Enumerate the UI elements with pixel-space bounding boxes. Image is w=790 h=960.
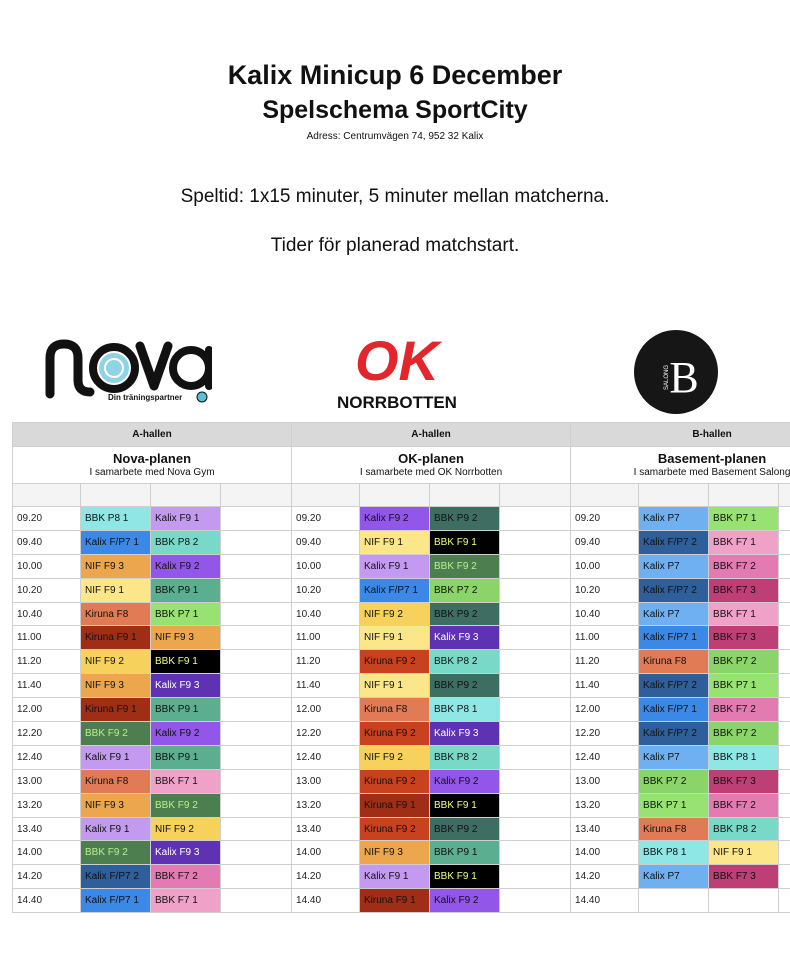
match-time: 09.20 <box>571 507 639 531</box>
ok-team-home: Kalix F9 1 <box>360 865 430 889</box>
basement-team-home: BBK P7 1 <box>639 793 709 817</box>
basement-team-home: Kiruna F8 <box>639 650 709 674</box>
basement-team-away: BBK F7 3 <box>709 865 779 889</box>
empty-cell <box>500 722 571 746</box>
nova-team-away: BBK P8 2 <box>151 530 221 554</box>
ok-team-home: Kalix F9 2 <box>360 507 430 531</box>
empty-cell <box>779 530 790 554</box>
info-times: Tider för planerad matchstart. <box>270 235 520 256</box>
field-nova <box>13 447 292 484</box>
match-time: 11.20 <box>13 650 81 674</box>
empty-cell <box>500 554 571 578</box>
nova-team-home: BBK F9 2 <box>81 722 151 746</box>
empty-cell <box>779 650 790 674</box>
nova-team-home: Kiruna F9 1 <box>81 698 151 722</box>
empty-cell <box>500 889 571 913</box>
basement-team-away: BBK F7 2 <box>709 698 779 722</box>
schedule-row <box>13 889 790 913</box>
nova-team-home: Kiruna F8 <box>81 769 151 793</box>
schedule-row <box>13 650 790 674</box>
nova-team-home: NIF F9 1 <box>81 578 151 602</box>
match-time: 12.00 <box>13 698 81 722</box>
basement-salong-logo <box>634 330 718 414</box>
match-time: 12.00 <box>292 698 360 722</box>
empty-cell <box>221 889 292 913</box>
basement-team-home: Kalix P7 <box>639 554 709 578</box>
nova-team-home: Kiruna F8 <box>81 602 151 626</box>
schedule-row <box>13 674 790 698</box>
empty-cell <box>500 769 571 793</box>
ok-team-away: BBK F9 1 <box>430 530 500 554</box>
empty-cell <box>779 578 790 602</box>
match-time: 14.20 <box>571 865 639 889</box>
field-name: Basement-planen <box>657 451 767 466</box>
empty-cell <box>779 722 790 746</box>
field-partner: I samarbete med Basement Salong <box>633 467 790 478</box>
schedule-row <box>13 554 790 578</box>
ok-team-home: Kalix F/P7 1 <box>360 578 430 602</box>
empty-cell <box>500 650 571 674</box>
match-time: 11.00 <box>292 626 360 650</box>
empty-cell <box>500 698 571 722</box>
ok-team-home: Kiruna F9 2 <box>360 722 430 746</box>
match-time: 10.00 <box>13 554 81 578</box>
empty-cell <box>221 602 292 626</box>
basement-team-home: Kalix F/P7 2 <box>639 530 709 554</box>
salong-text: SALONG <box>664 364 670 390</box>
basement-team-home: Kalix P7 <box>639 865 709 889</box>
hall-basement: B-hallen <box>571 423 790 447</box>
schedule-row <box>13 507 790 531</box>
match-time: 13.20 <box>292 793 360 817</box>
match-time: 09.40 <box>13 530 81 554</box>
nova-team-home: BBK P8 1 <box>81 507 151 531</box>
ok-logo-text: OK <box>355 332 439 392</box>
ok-team-away: Kalix F9 3 <box>430 626 500 650</box>
empty-cell <box>500 507 571 531</box>
ok-team-home: Kiruna F8 <box>360 698 430 722</box>
nova-team-away: Kalix F9 2 <box>151 722 221 746</box>
nova-team-away: NIF F9 3 <box>151 626 221 650</box>
info-duration: Speltid: 1x15 minuter, 5 minuter mellan matcherna. <box>180 186 610 207</box>
ok-team-home: Kiruna F9 2 <box>360 769 430 793</box>
page-title: Kalix Minicup 6 December <box>227 60 563 90</box>
empty-cell <box>500 745 571 769</box>
match-time: 12.20 <box>571 722 639 746</box>
empty-cell <box>779 698 790 722</box>
match-time: 09.20 <box>292 507 360 531</box>
basement-team-home: Kalix F/P7 2 <box>639 722 709 746</box>
basement-team-home: Kalix P7 <box>639 745 709 769</box>
match-time: 11.20 <box>571 650 639 674</box>
schedule-row <box>13 602 790 626</box>
nova-team-away: Kalix F9 3 <box>151 674 221 698</box>
field-partner: I samarbete med Nova Gym <box>89 467 215 478</box>
ok-team-away: BBK F9 2 <box>430 554 500 578</box>
empty-cell <box>221 578 292 602</box>
nova-team-away: BBK P7 1 <box>151 602 221 626</box>
nova-team-away: NIF F9 2 <box>151 817 221 841</box>
ok-team-home: Kalix F9 1 <box>360 554 430 578</box>
match-time: 12.20 <box>292 722 360 746</box>
schedule-row <box>13 841 790 865</box>
match-time: 10.20 <box>571 578 639 602</box>
match-time: 13.40 <box>292 817 360 841</box>
nova-team-away: BBK P9 1 <box>151 745 221 769</box>
nova-team-home: Kalix F/P7 2 <box>81 865 151 889</box>
schedule-row <box>13 698 790 722</box>
empty-cell <box>779 793 790 817</box>
schedule-row <box>13 722 790 746</box>
ok-team-away: BBK F9 1 <box>430 865 500 889</box>
basement-team-away: BBK P8 2 <box>709 817 779 841</box>
match-time: 10.20 <box>13 578 81 602</box>
empty-cell <box>500 674 571 698</box>
match-time: 11.40 <box>13 674 81 698</box>
empty-cell <box>779 841 790 865</box>
nova-team-home: NIF F9 3 <box>81 554 151 578</box>
empty-cell <box>500 817 571 841</box>
nova-team-away: Kalix F9 2 <box>151 554 221 578</box>
basement-team-away: BBK P7 2 <box>709 650 779 674</box>
nova-logo <box>42 336 212 406</box>
basement-team-away: BBK F7 1 <box>709 530 779 554</box>
match-time: 10.40 <box>571 602 639 626</box>
basement-team-away: BBK F7 2 <box>709 793 779 817</box>
ok-team-away: Kalix F9 2 <box>430 769 500 793</box>
empty-cell <box>221 626 292 650</box>
nova-tagline: Din träningspartner <box>108 393 183 402</box>
field-ok <box>292 447 571 484</box>
ok-team-away: BBK P9 2 <box>430 817 500 841</box>
match-time: 13.00 <box>292 769 360 793</box>
ok-logo-subtext: NORRBOTTEN <box>337 393 457 412</box>
nova-team-home: BBK F9 2 <box>81 841 151 865</box>
empty-cell <box>221 722 292 746</box>
basement-team-away: BBK P7 1 <box>709 507 779 531</box>
nova-team-away: BBK F7 2 <box>151 865 221 889</box>
nova-team-away: BBK F7 1 <box>151 889 221 913</box>
basement-team-home: Kalix P7 <box>639 507 709 531</box>
basement-team-home: BBK P7 2 <box>639 769 709 793</box>
schedule-row <box>13 865 790 889</box>
basement-team-away: BBK P7 1 <box>709 674 779 698</box>
basement-team-home: Kiruna F8 <box>639 817 709 841</box>
empty-cell <box>779 889 790 913</box>
schedule-row <box>13 769 790 793</box>
basement-team-away: BBK P7 2 <box>709 722 779 746</box>
nova-team-away: BBK P9 1 <box>151 698 221 722</box>
empty-cell <box>779 626 790 650</box>
field-name: OK-planen <box>398 451 464 466</box>
empty-cell <box>221 793 292 817</box>
address: Adress: Centrumvägen 74, 952 32 Kalix <box>306 131 484 142</box>
field-name: Nova-planen <box>113 451 192 466</box>
match-time: 10.00 <box>571 554 639 578</box>
match-time: 14.40 <box>292 889 360 913</box>
ok-team-home: NIF F9 2 <box>360 602 430 626</box>
hall-nova: A-hallen <box>13 423 292 447</box>
match-time: 14.00 <box>13 841 81 865</box>
ok-team-away: Kalix F9 2 <box>430 889 500 913</box>
match-time: 11.00 <box>571 626 639 650</box>
empty-cell <box>221 507 292 531</box>
ok-team-away: BBK P9 2 <box>430 507 500 531</box>
empty-cell <box>779 745 790 769</box>
match-time: 13.00 <box>571 769 639 793</box>
schedule-row <box>13 793 790 817</box>
empty-cell <box>221 817 292 841</box>
match-time: 14.00 <box>292 841 360 865</box>
basement-team-away: BBK F7 3 <box>709 626 779 650</box>
nova-team-home: Kalix F/P7 1 <box>81 530 151 554</box>
nova-team-home: Kalix F9 1 <box>81 745 151 769</box>
ok-team-away: BBK P7 2 <box>430 578 500 602</box>
empty-cell <box>221 674 292 698</box>
match-time: 11.40 <box>571 674 639 698</box>
empty-cell <box>779 507 790 531</box>
match-time: 13.20 <box>571 793 639 817</box>
match-time: 13.40 <box>571 817 639 841</box>
empty-cell <box>779 554 790 578</box>
ok-team-home: NIF F9 1 <box>360 626 430 650</box>
spacer-row <box>13 484 790 507</box>
match-time: 14.40 <box>571 889 639 913</box>
match-time: 09.40 <box>292 530 360 554</box>
ok-norrbotten-logo <box>336 332 458 412</box>
match-time: 14.20 <box>292 865 360 889</box>
nova-team-home: Kalix F9 1 <box>81 817 151 841</box>
ok-team-home: NIF F9 2 <box>360 745 430 769</box>
basement-team-away: NIF F9 1 <box>709 841 779 865</box>
ok-team-home: NIF F9 3 <box>360 841 430 865</box>
field-basement <box>571 447 790 484</box>
basement-team-away: BBK F7 1 <box>709 602 779 626</box>
empty-cell <box>500 578 571 602</box>
basement-team-home: Kalix F/P7 1 <box>639 698 709 722</box>
match-time: 12.20 <box>13 722 81 746</box>
match-time: 11.40 <box>292 674 360 698</box>
field-partner: I samarbete med OK Norrbotten <box>359 467 503 478</box>
schedule-row <box>13 817 790 841</box>
schedule-row <box>13 530 790 554</box>
empty-cell <box>221 841 292 865</box>
match-time: 11.00 <box>13 626 81 650</box>
hall-ok: A-hallen <box>292 423 571 447</box>
empty-cell <box>779 817 790 841</box>
empty-cell <box>221 745 292 769</box>
ok-team-away: BBK P8 1 <box>430 698 500 722</box>
basement-team-away: BBK F7 3 <box>709 769 779 793</box>
empty-cell <box>221 554 292 578</box>
empty-cell <box>221 650 292 674</box>
match-time: 13.40 <box>13 817 81 841</box>
empty-cell <box>500 602 571 626</box>
basement-team-home: Kalix P7 <box>639 602 709 626</box>
ok-team-away: BBK P9 1 <box>430 841 500 865</box>
ok-team-home: NIF F9 1 <box>360 530 430 554</box>
match-time: 13.00 <box>13 769 81 793</box>
basement-team-home <box>639 889 709 913</box>
empty-cell <box>500 530 571 554</box>
basement-team-home: Kalix F/P7 1 <box>639 626 709 650</box>
empty-cell <box>500 865 571 889</box>
ok-team-home: NIF F9 1 <box>360 674 430 698</box>
match-time: 13.20 <box>13 793 81 817</box>
field-name-row <box>13 447 790 484</box>
nova-team-away: BBK F7 1 <box>151 769 221 793</box>
empty-cell <box>221 769 292 793</box>
empty-cell <box>221 530 292 554</box>
nova-team-home: Kiruna F9 1 <box>81 626 151 650</box>
basement-team-home: BBK P8 1 <box>639 841 709 865</box>
basement-team-away: BBK P8 1 <box>709 745 779 769</box>
nova-team-away: Kalix F9 1 <box>151 507 221 531</box>
schedule-row <box>13 626 790 650</box>
ok-team-home: Kiruna F9 1 <box>360 793 430 817</box>
match-time: 10.40 <box>292 602 360 626</box>
basement-team-home: Kalix F/P7 2 <box>639 578 709 602</box>
nova-team-home: NIF F9 3 <box>81 793 151 817</box>
schedule-table <box>12 422 790 913</box>
match-time: 12.00 <box>571 698 639 722</box>
empty-cell <box>221 865 292 889</box>
match-time: 09.40 <box>571 530 639 554</box>
match-time: 09.20 <box>13 507 81 531</box>
empty-cell <box>500 793 571 817</box>
empty-cell <box>500 841 571 865</box>
ok-team-away: BBK P8 2 <box>430 650 500 674</box>
nova-team-away: Kalix F9 3 <box>151 841 221 865</box>
match-time: 12.40 <box>13 745 81 769</box>
hall-row <box>13 423 790 447</box>
ok-team-home: Kiruna F9 1 <box>360 889 430 913</box>
match-time: 12.40 <box>292 745 360 769</box>
ok-team-away: Kalix F9 3 <box>430 722 500 746</box>
match-time: 10.20 <box>292 578 360 602</box>
match-time: 10.00 <box>292 554 360 578</box>
empty-cell <box>500 626 571 650</box>
basement-team-away: BBK F7 2 <box>709 554 779 578</box>
ok-team-away: BBK P8 2 <box>430 745 500 769</box>
nova-team-away: BBK F9 2 <box>151 793 221 817</box>
match-time: 14.20 <box>13 865 81 889</box>
ok-team-away: BBK F9 1 <box>430 793 500 817</box>
page-subtitle: Spelschema SportCity <box>262 96 528 124</box>
match-time: 10.40 <box>13 602 81 626</box>
nova-team-away: BBK P9 1 <box>151 578 221 602</box>
basement-team-away: BBK F7 3 <box>709 578 779 602</box>
schedule-row <box>13 578 790 602</box>
ok-team-home: Kiruna F9 2 <box>360 817 430 841</box>
nova-team-home: Kalix F/P7 1 <box>81 889 151 913</box>
empty-cell <box>779 602 790 626</box>
empty-cell <box>221 698 292 722</box>
ok-team-home: Kiruna F9 2 <box>360 650 430 674</box>
schedule-row <box>13 745 790 769</box>
match-time: 11.20 <box>292 650 360 674</box>
nova-team-home: NIF F9 3 <box>81 674 151 698</box>
ok-team-away: BBK P9 2 <box>430 602 500 626</box>
match-time: 14.00 <box>571 841 639 865</box>
match-time: 12.40 <box>571 745 639 769</box>
empty-cell <box>779 769 790 793</box>
empty-cell <box>779 674 790 698</box>
ok-team-away: BBK P9 2 <box>430 674 500 698</box>
basement-team-home: Kalix F/P7 2 <box>639 674 709 698</box>
basement-team-away <box>709 889 779 913</box>
nova-team-away: BBK F9 1 <box>151 650 221 674</box>
match-time: 14.40 <box>13 889 81 913</box>
empty-cell <box>779 865 790 889</box>
nova-team-home: NIF F9 2 <box>81 650 151 674</box>
salong-letter: B <box>669 353 699 402</box>
